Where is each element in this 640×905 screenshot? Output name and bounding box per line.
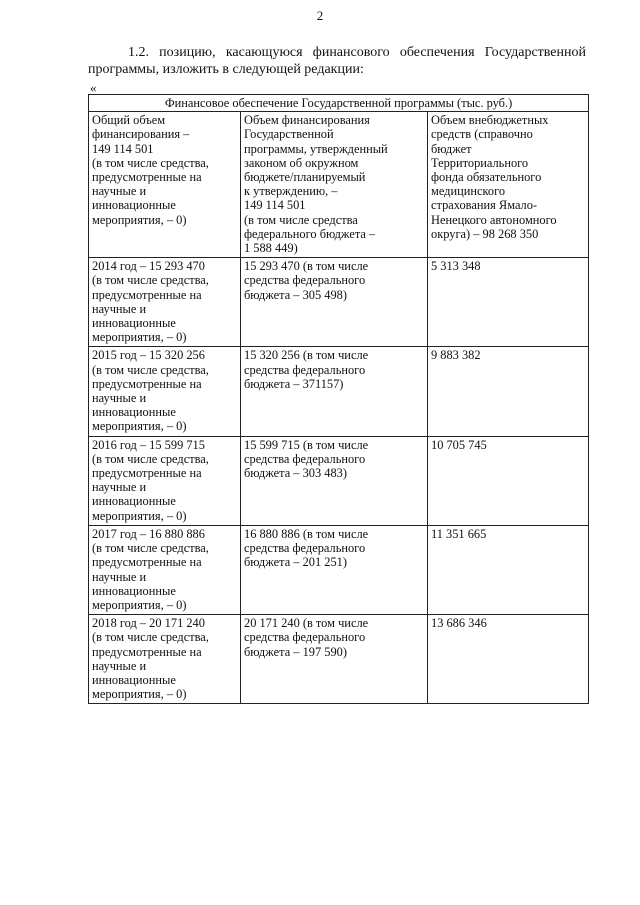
cell-text-line: мероприятия, – 0) (92, 212, 187, 227)
cell-text-line: инновационные (92, 198, 176, 213)
intro-paragraph: 1.2. позицию, касающуюся финансового обеспечения Государственной программы, изложить в следующей редакции: (88, 45, 586, 77)
year-program-cell (241, 258, 428, 347)
cell-text-line: мероприятия, – 0) (92, 419, 187, 434)
year-program-cell (241, 436, 428, 525)
cell-text-line: 2017 год – 16 880 886 (92, 526, 205, 541)
cell-text-line: 149 114 501 (244, 198, 306, 213)
year-extrabudgetary-cell (428, 258, 589, 347)
cell-text-line: мероприятия, – 0) (92, 330, 187, 345)
cell-text-line: инновационные (92, 316, 176, 331)
year-total-cell (89, 615, 241, 704)
cell-text-line: мероприятия, – 0) (92, 508, 187, 523)
table-row (89, 347, 589, 436)
cell-text-line: бюджете/планируемый (244, 170, 366, 185)
cell-text-line: бюджета – 197 590) (244, 644, 347, 659)
cell-text-line: бюджета – 371157) (244, 376, 344, 391)
cell-text-line: округа) – 98 268 350 (431, 226, 539, 241)
cell-text-line: 2015 год – 15 320 256 (92, 348, 205, 363)
cell-text-line: 9 883 382 (431, 348, 481, 363)
cell-text-line: мероприятия, – 0) (92, 597, 187, 612)
cell-text-line: средства федерального (244, 273, 366, 288)
cell-text-line: 20 171 240 (в том числе (244, 616, 369, 631)
year-program-cell (241, 525, 428, 614)
cell-text-line: научные и (92, 480, 147, 495)
total-financing-cell (89, 112, 241, 258)
cell-text-line: инновационные (92, 405, 176, 420)
cell-text-line: 11 351 665 (431, 526, 487, 541)
cell-text-line: 16 880 886 (в том числе (244, 526, 369, 541)
cell-text-line: 2018 год – 20 171 240 (92, 616, 205, 631)
cell-text-line: 2016 год – 15 599 715 (92, 437, 205, 452)
program-financing-cell (241, 112, 428, 258)
cell-text-line: 1 588 449) (244, 241, 298, 256)
table-row (89, 525, 589, 614)
cell-text-line: 15 599 715 (в том числе (244, 437, 369, 452)
cell-text-line: 149 114 501 (92, 141, 154, 156)
cell-text-line: законом об окружном (244, 155, 359, 170)
cell-text-line: предусмотренные на (92, 376, 202, 391)
cell-text-line: научные и (92, 658, 147, 673)
cell-text-line: 15 320 256 (в том числе (244, 348, 369, 363)
cell-text-line: инновационные (92, 672, 176, 687)
cell-text-line: научные и (92, 184, 147, 199)
year-extrabudgetary-cell (428, 525, 589, 614)
table-row (89, 258, 589, 347)
year-program-cell (241, 615, 428, 704)
page-number: 2 (316, 8, 324, 23)
cell-text-line: Объем внебюджетных (431, 113, 549, 128)
cell-text-line: (в том числе средства, (92, 630, 209, 645)
cell-text-line: 10 705 745 (431, 437, 487, 452)
cell-text-line: научные и (92, 301, 147, 316)
cell-text-line: к утверждению, – (244, 184, 338, 199)
year-extrabudgetary-cell (428, 436, 589, 525)
cell-text-line: предусмотренные на (92, 555, 202, 570)
cell-text-line: средства федерального (244, 630, 366, 645)
cell-text-line: бюджет (431, 141, 472, 156)
table-row (89, 615, 589, 704)
cell-text-line: предусмотренные на (92, 170, 202, 185)
cell-text-line: средства федерального (244, 451, 366, 466)
cell-text-line: (в том числе средства, (92, 273, 209, 288)
year-extrabudgetary-cell (428, 347, 589, 436)
table-header-row (89, 112, 589, 258)
cell-text-line: бюджета – 303 483) (244, 466, 347, 481)
year-total-cell (89, 525, 241, 614)
cell-text-line: мероприятия, – 0) (92, 687, 187, 702)
table-title: Финансовое обеспечение Государственной программы (тыс. руб.) (89, 95, 589, 112)
cell-text-line: программы, утвержденный (244, 141, 388, 156)
cell-text-line: Ненецкого автономного (431, 212, 557, 227)
cell-text-line: средств (справочно (431, 127, 533, 142)
cell-text-line: Государственной (244, 127, 334, 142)
cell-text-line: средства федерального (244, 362, 366, 377)
year-total-cell (89, 258, 241, 347)
extrabudgetary-cell (428, 112, 589, 258)
cell-text-line: (в том числе средства (244, 212, 358, 227)
table-row (89, 436, 589, 525)
cell-text-line: финансирования – (92, 127, 190, 142)
cell-text-line: (в том числе средства, (92, 451, 209, 466)
cell-text-line: инновационные (92, 583, 176, 598)
cell-text-line: медицинского (431, 184, 506, 199)
opening-quote: « (90, 80, 97, 95)
cell-text-line: фонда обязательного (431, 170, 542, 185)
cell-text-line: федерального бюджета – (244, 226, 376, 241)
cell-text-line: Территориального (431, 155, 529, 170)
cell-text-line: 13 686 346 (431, 616, 487, 631)
cell-text-line: средства федерального (244, 541, 366, 556)
financing-table (88, 94, 589, 704)
cell-text-line: страхования Ямало- (431, 198, 538, 213)
cell-text-line: (в том числе средства, (92, 362, 209, 377)
year-extrabudgetary-cell (428, 615, 589, 704)
cell-text-line: Общий объем (92, 113, 166, 128)
table-title-row (89, 95, 589, 112)
cell-text-line: инновационные (92, 494, 176, 509)
cell-text-line: бюджета – 305 498) (244, 287, 347, 302)
year-total-cell (89, 347, 241, 436)
cell-text-line: научные и (92, 569, 147, 584)
cell-text-line: (в том числе средства, (92, 541, 209, 556)
cell-text-line: (в том числе средства, (92, 155, 209, 170)
cell-text-line: научные и (92, 391, 147, 406)
cell-text-line: 5 313 348 (431, 259, 481, 274)
cell-text-line: Объем финансирования (244, 113, 370, 128)
cell-text-line: 2014 год – 15 293 470 (92, 259, 205, 274)
year-program-cell (241, 347, 428, 436)
cell-text-line: бюджета – 201 251) (244, 555, 347, 570)
cell-text-line: предусмотренные на (92, 644, 202, 659)
cell-text-line: предусмотренные на (92, 287, 202, 302)
cell-text-line: предусмотренные на (92, 466, 202, 481)
year-total-cell (89, 436, 241, 525)
cell-text-line: 15 293 470 (в том числе (244, 259, 369, 274)
